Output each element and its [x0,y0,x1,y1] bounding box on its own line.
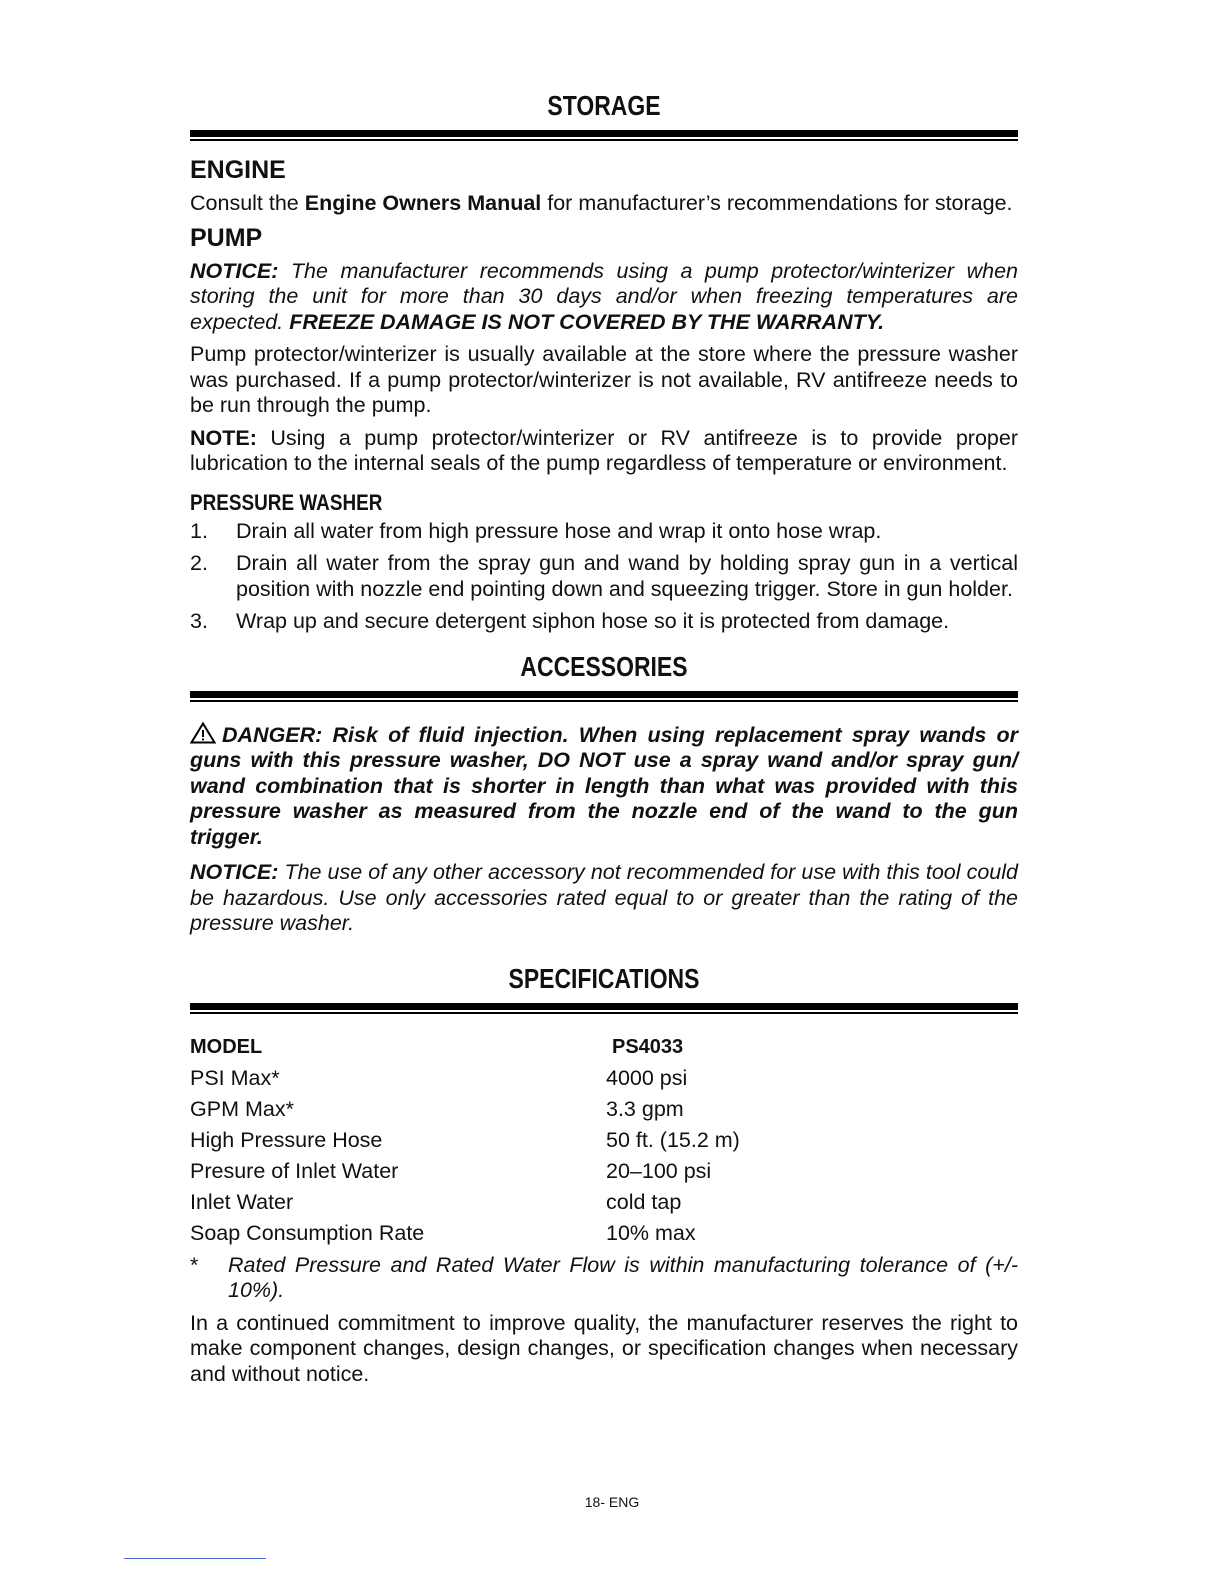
footnote-text: Rated Pressure and Rated Water Flow is within manufacturing tolerance of (+/- 10%). [228,1252,1018,1302]
table-row [190,1094,1018,1125]
pressure-washer-heading: PRESSURE WASHER [190,489,383,515]
list-item [190,519,1018,545]
spec-value: cold tap [606,1189,682,1214]
section-rule [190,130,1018,141]
specifications-title: SPECIFICATIONS [508,962,700,994]
accessories-title: ACCESSORIES [520,650,688,682]
notice-label: NOTICE: [190,860,279,884]
spec-header-value: PS4033 [612,1035,684,1058]
page-content [190,88,1018,1387]
notice-text: The manufacturer recommends using a pump protector/winterizer when storing the unit for more than 30 days and/or when freezing temperatures are expected. [190,258,1018,334]
spec-label: PSI Max* [190,1065,280,1090]
step-number: 2. [190,551,208,575]
pump-heading: PUMP [190,223,263,252]
list-item [190,609,1018,635]
warning-triangle-icon [190,722,216,744]
spec-header-label: MODEL [190,1035,263,1058]
engine-heading: ENGINE [190,156,286,184]
engine-text-pre: Consult the [190,191,305,215]
notice-label: NOTICE: [190,258,279,283]
engine-text-post: for manufacturer’s recommendations for storage. [541,191,1013,215]
note-text: Using a pump protector/winterizer or RV antifreeze is to provide proper lubrication to the internal seals of the pump regardless of temperature or environment. [190,425,1018,475]
footnote-mark: * [190,1252,199,1277]
section-rule [190,691,1018,702]
pump-paragraph: Pump protector/winterizer is usually available at the store where the pressure washer was purchased. If a pump protector/winterizer is not available, RV antifreeze needs to be run through the pump. [190,342,1018,417]
danger-warning [190,722,1018,851]
spec-value: 50 ft. (15.2 m) [606,1127,740,1152]
page-number: 18- ENG [584,1494,640,1510]
spec-value: 20–100 psi [606,1158,712,1183]
spec-footnote [190,1253,1018,1304]
notice-text: The use of any other accessory not recommended for use with this tool could be hazardous. Use only accessories rated equal to or greater than the rating of the pressure washer. [190,860,1018,935]
bottom-rule [124,1558,266,1559]
step-number: 1. [190,518,208,543]
step-text: Drain all water from the spray gun and wand by holding spray gun in a vertical position with nozzle end pointing down and squeezing trigger. Store in gun holder. [236,551,1018,601]
engine-manual-ref: Engine Owners Manual [304,191,542,215]
spec-header-row [190,1032,1018,1063]
step-text: Drain all water from high pressure hose and wrap it onto hose wrap. [236,518,882,543]
spec-label: Presure of Inlet Water [190,1158,399,1183]
engine-paragraph [190,191,1018,217]
section-rule [190,1003,1018,1014]
storage-steps [190,519,1018,635]
table-row [190,1187,1018,1218]
spec-value: 10% max [606,1220,696,1245]
table-row [190,1125,1018,1156]
storage-title: STORAGE [547,90,661,121]
spec-label: GPM Max* [190,1096,294,1121]
spec-value: 4000 psi [606,1065,688,1090]
table-row [190,1218,1018,1249]
closing-paragraph: In a continued commitment to improve quality, the manufacturer reserves the right to make component changes, design changes, or specification changes when necessary and without notice. [190,1310,1018,1386]
spec-label: Soap Consumption Rate [190,1220,425,1245]
step-text: Wrap up and secure detergent siphon hose so it is protected from damage. [236,609,950,633]
pump-notice [190,259,1018,336]
pump-note [190,426,1018,477]
spec-value: 3.3 gpm [606,1096,684,1121]
spec-label: Inlet Water [190,1189,294,1214]
spec-label: High Pressure Hose [190,1127,383,1152]
accessories-notice [190,860,1018,937]
table-row [190,1156,1018,1187]
table-row [190,1063,1018,1094]
warranty-warning: FREEZE DAMAGE IS NOT COVERED BY THE WARRANTY. [289,309,885,334]
danger-text: DANGER: Risk of fluid injection. When using replacement spray wands or guns with this pressure washer, DO NOT use a spray wand and/or spray gun/ wand combination that is shorter in length than what was provided with this pressure washer as measured from the nozzle end of the wand to the gun trigger. [190,722,1018,849]
note-label: NOTE: [190,425,257,450]
step-number: 3. [190,609,208,633]
list-item [190,551,1018,602]
